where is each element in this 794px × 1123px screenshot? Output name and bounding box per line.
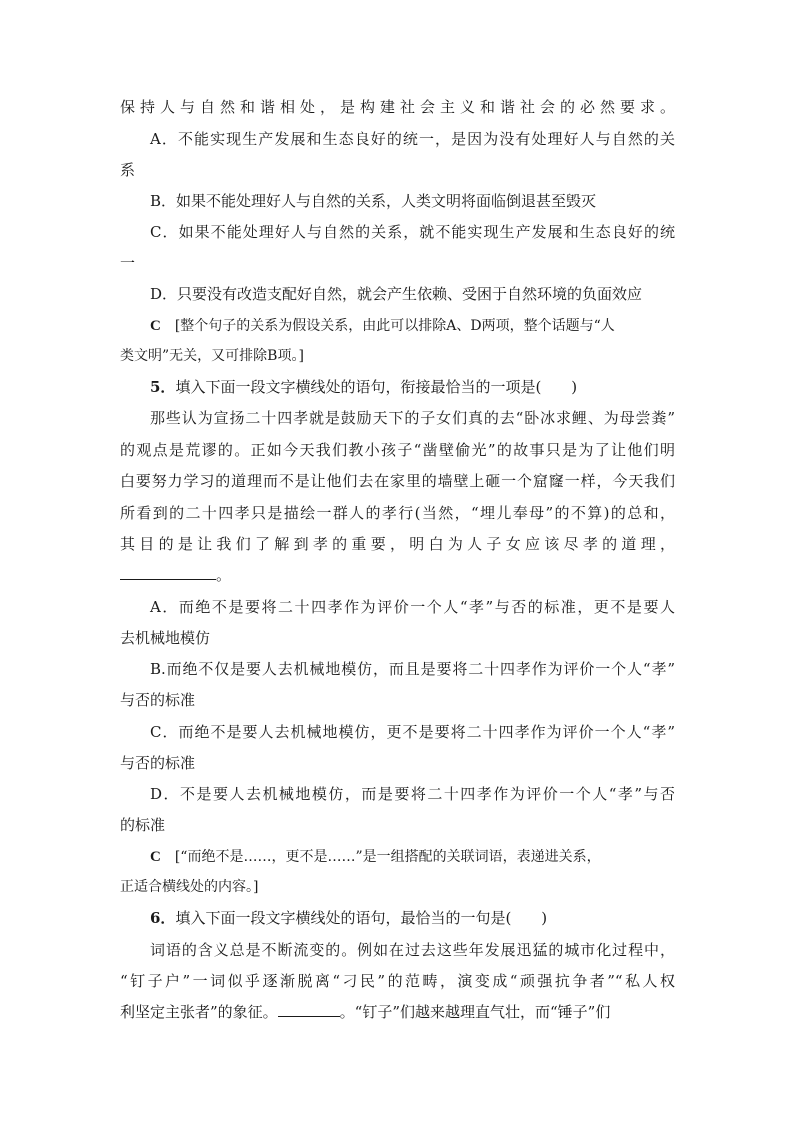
q5-answer-blank <box>120 565 216 580</box>
q5-option-c-cont: 与否的标准 <box>120 754 196 772</box>
q6-number: 6． <box>150 909 176 927</box>
explanation-text: [整个句子的关系为假设关系，由此可以排除A、D两项，整个话题与“人 <box>174 318 615 334</box>
q6-heading <box>150 908 547 928</box>
q6-passage-l3-start: 利坚定主张者”的象征。 <box>120 1003 278 1021</box>
q5-option-a: A．而绝不是要将二十四孝作为评价一个人“孝”与否的标准，更不是要人 <box>150 598 675 616</box>
explanation-text: [“而绝不是……，更不是……”是一组搭配的关联词语，表递进关系， <box>174 849 601 865</box>
prev-option-d: D．只要没有改造支配好自然，就会产生依赖、受困于自然环境的负面效应 <box>150 285 643 303</box>
q6-passage-l2: “钉子户”一词似乎逐渐脱离“刁民”的范畴，演变成“顽强抗争者”“私人权 <box>120 972 675 990</box>
q5-heading <box>150 377 577 397</box>
q5-passage-l2: 的观点是荒谬的。正如今天我们教小孩子“凿壁偷光”的故事只是为了让他们明 <box>120 441 675 459</box>
q5-option-a-cont: 去机械地模仿 <box>120 629 211 647</box>
prev-option-a-cont: 系 <box>120 161 136 179</box>
q6-passage-l1: 词语的含义总是不断流变的。例如在过去这些年发展迅猛的城市化过程中， <box>150 941 675 959</box>
q5-option-d: D．不是要人去机械地模仿，而是要将二十四孝作为评价一个人“孝”与否 <box>150 785 675 803</box>
q6-prompt: 填入下面一段文字横线处的语句，最恰当的一句是( ) <box>175 909 548 927</box>
q5-option-b: B.而绝不仅是要人去机械地模仿，而且是要将二十四孝作为评价一个人“孝” <box>150 660 675 678</box>
q5-number: 5． <box>150 378 176 396</box>
q5-blank-line <box>120 565 231 585</box>
q5-option-d-cont: 的标准 <box>120 816 166 834</box>
answer-letter: C <box>150 318 161 334</box>
q6-answer-blank <box>278 1002 340 1017</box>
q5-explanation-cont: 正适合横线处的内容。] <box>120 879 259 895</box>
prev-explanation-cont: 类文明”无关，又可排除B项。] <box>120 348 304 364</box>
q5-option-c: C．而绝不是要人去机械地模仿，更不是要将二十四孝作为评价一个人“孝” <box>150 723 675 741</box>
q5-passage-l3: 白要努力学习的道理而不是让他们去在家里的墙壁上砸一个窟窿一样，今天我们 <box>120 472 675 490</box>
prev-option-b: B．如果不能处理好人与自然的关系，人类文明将面临倒退甚至毁灭 <box>150 192 597 210</box>
q5-prompt: 填入下面一段文字横线处的语句，衔接最恰当的一项是( ) <box>175 378 578 396</box>
prev-option-c: C．如果不能处理好人与自然的关系，就不能实现生产发展和生态良好的统 <box>150 223 675 241</box>
answer-letter: C <box>150 849 161 865</box>
q5-passage-l1: 那些认为宣扬二十四孝就是鼓励天下的子女们真的去“卧冰求鲤、为母尝粪” <box>150 409 675 427</box>
q5-passage-l4: 所看到的二十四孝只是描绘一群人的孝行(当然，“埋儿奉母”的不算)的总和， <box>120 504 675 522</box>
q6-passage-l3-end: 。“钉子”们越来越理直气壮，而“锤子”们 <box>339 1003 611 1021</box>
prev-answer <box>150 316 615 336</box>
q5-answer <box>150 847 601 867</box>
prev-option-a: A．不能实现生产发展和生态良好的统一，是因为没有处理好人与自然的关 <box>150 130 675 148</box>
q6-passage-l3 <box>120 1002 610 1022</box>
q5-option-b-cont: 与否的标准 <box>120 691 196 709</box>
prev-option-c-cont: 一 <box>120 254 136 272</box>
prev-stem-end: 保持人与自然和谐相处，是构建社会主义和谐社会的必然要求。 <box>120 98 675 116</box>
q5-passage-end: 。 <box>216 566 232 584</box>
q5-passage-l5: 其目的是让我们了解到孝的重要，明白为人子女应该尽孝的道理， <box>120 535 675 553</box>
